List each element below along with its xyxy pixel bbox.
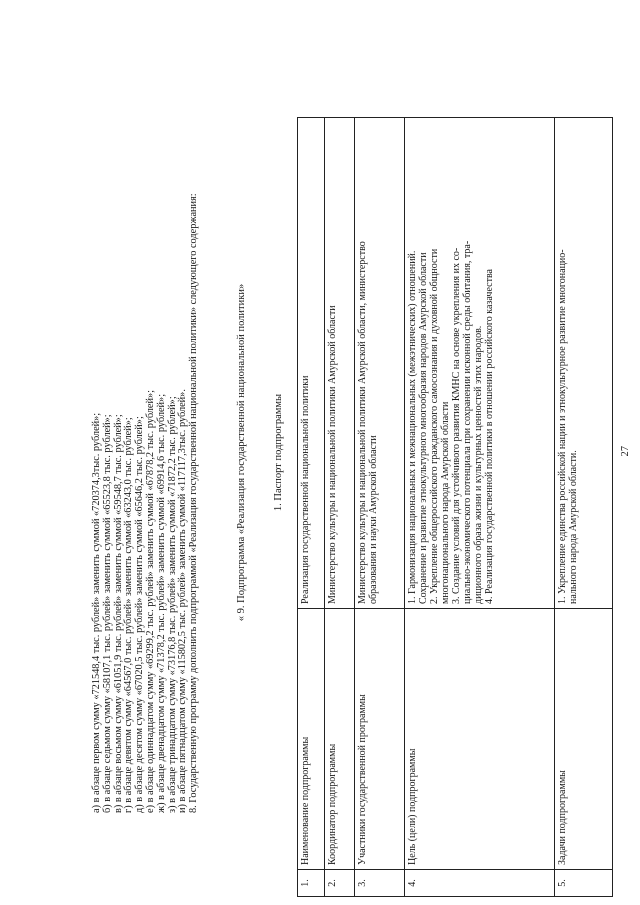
row-label: Задачи подпрограммы — [555, 609, 613, 870]
row-value: Министерство культуры и национальной политики Амурской области, министерство образования и науки Амурской области — [355, 118, 405, 609]
amendment-item: в) в абзаце восьмом сумму «61051,9 тыс. рублей» заменить суммой «59548,7 тыс. рублей»; — [112, 414, 124, 813]
amendment-item: г) в абзаце девятом сумму «64567,0 тыс. рублей» заменить суммой «63243,0 тыс. рублей»; — [123, 417, 135, 813]
row-value: Реализация государственной национальной политики — [298, 118, 325, 609]
table-row — [555, 118, 613, 897]
subprogram-title: « 9. Подпрограмма «Реализация государственной национальной политики» — [236, 283, 247, 622]
row-label: Цель (цели) подпрограммы — [405, 609, 555, 870]
row-number: 3. — [355, 870, 405, 897]
row-number: 2. — [325, 870, 355, 897]
row-value: 1. Укрепление единства российской нации и этнокультурное развитие многонацио- нального народа Амурской области. — [555, 118, 613, 609]
table-row — [298, 118, 325, 897]
passport-title: 1. Паспорт подпрограммы — [273, 393, 284, 512]
table-row — [355, 118, 405, 897]
row-number: 5. — [555, 870, 613, 897]
row-number: 1. — [298, 870, 325, 897]
row-label: Наименование подпрограммы — [298, 609, 325, 870]
row-number: 4. — [405, 870, 555, 897]
amendment-item: и) в абзаце пятнадцатом сумму «115802,5 тыс. рублей» заменить суммой «117117,3тыс. рублей». — [177, 389, 189, 813]
amendment-item: 8. Государственную программу дополнить подпрограммой «Реализация государственной национальной политики» следующего содержания: — [188, 193, 200, 813]
amendment-item: д) в абзаце десятом сумму «67020,5 тыс. рублей» заменить суммой «65646,2 тыс. рублей»; — [134, 416, 146, 813]
table-row — [405, 118, 555, 897]
amendment-item: е) в абзаце одиннадцатом сумму «69299,2 тыс. рублей» заменить суммой «67878,2 тыс. рублей»; — [144, 389, 156, 813]
amendment-item: з) в абзаце тринадцатом сумму «73176,8 тыс. рублей» заменить суммой «71872,2 тыс. рублей»; — [166, 396, 178, 813]
amendment-list — [92, 33, 200, 813]
row-label: Участники государственной программы — [355, 609, 405, 870]
page-number: 27 — [620, 446, 631, 457]
amendment-item: а) в абзаце первом сумму «721548,4 тыс. рублей» заменить суммой «720374,3тыс. рублей»; — [91, 412, 102, 813]
table-row — [325, 118, 355, 897]
row-value: Министерство культуры и национальной политики Амурской области — [325, 118, 355, 609]
amendment-item: б) в абзаце седьмом сумму «58107,1 тыс. рублей» заменить суммой «65523,8 тыс. рублей»; — [101, 414, 113, 813]
passport-table — [297, 117, 613, 897]
row-label: Координатор подпрограммы — [325, 609, 355, 870]
amendment-item: ж) в абзаце двенадцатом сумму «71378,2 тыс. рублей» заменить суммой «69914,6 тыс. рублей»; — [155, 393, 167, 813]
row-value: 1. Гармонизация национальных и межнациональных (межэтнических) отношений. Сохранение и развитие этнокультурного многообразия народов Амурской области 2. Укрепление общероссийского гражданского самосознания и духовной общности многонационального народа Амурской области 3. Создание условий для устойчивого развития КМНС на основе укрепления их со- циально-экономического потенциала при сохранении исконной среды обитания, тра- диционного образа жизни и культурных ценностей этих народов. 4. Реализация государственной политики в отношении российского казачества — [405, 118, 555, 609]
